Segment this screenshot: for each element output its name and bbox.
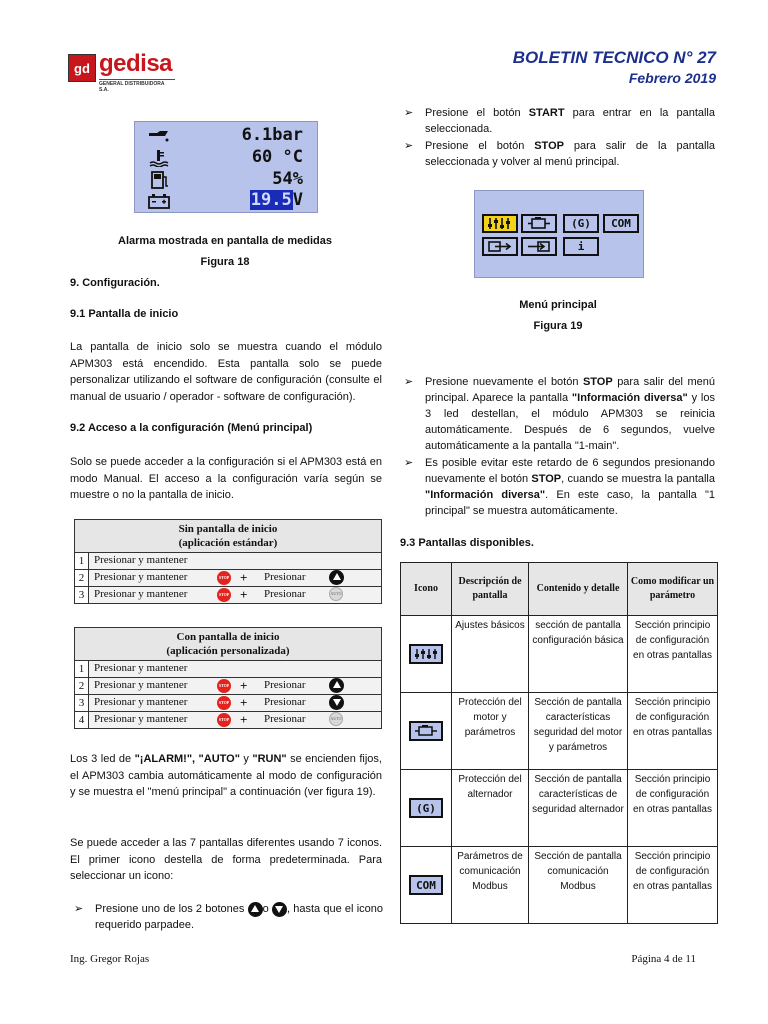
auto-button-icon: AUTO <box>329 712 343 726</box>
alternator-icon: (G) <box>563 214 599 233</box>
fuel-level-icon <box>147 171 171 189</box>
stop-button-icon: STOP <box>217 679 231 693</box>
stop-button-icon: STOP <box>217 713 231 727</box>
lcd-value-battery <box>250 190 303 210</box>
col-icono: Icono <box>401 563 452 616</box>
engine-protection-icon <box>521 214 557 233</box>
oil-pressure-icon <box>147 127 171 145</box>
coolant-temperature-icon <box>147 149 171 167</box>
bulletin-date: Febrero 2019 <box>628 70 716 86</box>
table-sin-header: Sin pantalla de inicio (aplicación estándar) <box>75 520 382 553</box>
table-row: COM Parámetros de comunicación Modbus Sección de pantalla comunicación Modbus Sección principio de configuración en otras pantallas <box>401 847 718 924</box>
up-arrow-button-icon <box>248 902 263 917</box>
footer-page: Página 4 de 11 <box>631 953 696 965</box>
footer-author: Ing. Gregor Rojas <box>70 953 150 965</box>
stop-button-icon: STOP <box>217 696 231 710</box>
lcd-row-temp <box>135 147 317 169</box>
engine-protection-icon <box>409 721 443 741</box>
col-modificar: Como modificar un parámetro <box>628 563 718 616</box>
basic-settings-icon <box>409 644 443 664</box>
table-row: Protección del motor y parámetros Sección de pantalla características seguridad del motor y parámetros Sección principio de configuración en otras pantallas <box>401 693 718 770</box>
table-row: 3 Presionar y mantener STOP + Presionar <box>75 695 382 712</box>
logo-name: gedisa <box>99 50 173 77</box>
stop-button-icon: STOP <box>217 588 231 602</box>
down-arrow-button-icon <box>272 902 287 917</box>
enter-icon <box>521 237 557 256</box>
figure-18-lcd <box>134 121 318 213</box>
table-row: 4 Presionar y mantener STOP + Presionar AUTO <box>75 712 382 729</box>
company-logo <box>68 50 180 93</box>
logo-subtitle: GENERAL DISTRIBUIDORA S.A. <box>99 79 175 93</box>
table-row: 1 Presionar y mantener <box>75 553 382 570</box>
section-92-title: 9.2 Acceso a la configuración (Menú principal) <box>70 422 313 434</box>
screens-table <box>400 562 718 924</box>
figure-18-number: Figura 18 <box>200 256 250 268</box>
section-91-text: La pantalla de inicio solo se muestra cuando el módulo APM303 está encendido. Esta pantalla solo se puede personalizar utilizando el software de configuración (consulte el manual de usuario / operador - software de configuración). <box>70 341 382 403</box>
up-arrow-button-icon <box>329 570 344 585</box>
table-row: (G) Protección del alternador Sección de pantalla características de seguridad alternador Sección principio de configuración en otras pantallas <box>401 770 718 847</box>
col-descripcion: Descripción de pantalla <box>452 563 529 616</box>
table-sin-pantalla <box>74 519 382 604</box>
alternator-icon: (G) <box>409 798 443 818</box>
stop-button-icon: STOP <box>217 571 231 585</box>
figure-19-menu-lcd <box>474 190 644 278</box>
com-icon: COM <box>603 214 639 233</box>
col-contenido: Contenido y detalle <box>529 563 628 616</box>
leds-paragraph: Los 3 led de "¡ALARM!", "AUTO" y "RUN" se encienden fijos, el APM303 cambia automáticamente al modo de configuración y se muestra el "menú principal" a continuación (ver figura 19). <box>70 753 382 798</box>
section-92-text: Solo se puede acceder a la configuración si el APM303 está en modo Manual. El acceso a la configuración varía según se muestre o no la pantalla de inicio. <box>70 456 382 501</box>
icons-paragraph: Se puede acceder a las 7 pantallas diferentes usando 7 iconos. El primer icono destella de forma predeterminada. Para seleccionar un icono: <box>70 837 382 882</box>
lcd-value-temp: 60 °C <box>251 147 303 167</box>
table-con-pantalla <box>74 627 382 729</box>
exit-icon <box>482 237 518 256</box>
table-row: 1 Presionar y mantener <box>75 661 382 678</box>
bullet-select-icon: ➢ Presione uno de los 2 botones o , hasta que el icono requerido parpadee. <box>74 903 384 931</box>
auto-button-icon: AUTO <box>329 587 343 601</box>
battery-value-unit: V <box>292 190 303 210</box>
bullet-stop: ➢ Presione el botón STOP para salir de la pantalla seleccionada y volver al menú principal. <box>404 140 716 168</box>
down-arrow-button-icon <box>329 695 344 710</box>
lcd-row-fuel <box>135 169 317 191</box>
section-9-title: 9. Configuración. <box>70 277 160 289</box>
bullet-stop-again: ➢ Presione nuevamente el botón STOP para salir del menú principal. Aparece la pantalla "Información diversa" y los 3 led destellan, el módulo APM303 se reinicia automáticamente. Después de 6 segundos, vuelve automáticamente a la pantalla "1-main". <box>404 376 715 452</box>
section-91-title: 9.1 Pantalla de inicio <box>70 308 179 320</box>
table-row: 2 Presionar y mantener STOP + Presionar <box>75 570 382 587</box>
bullet-start: ➢ Presione el botón START para entrar en la pantalla seleccionada. <box>404 107 715 135</box>
lcd-value-oil: 6.1bar <box>241 125 303 145</box>
section-93-title: 9.3 Pantallas disponibles. <box>400 537 534 549</box>
basic-settings-icon <box>482 214 518 233</box>
battery-value-highlight: 19.5 <box>250 190 292 210</box>
lcd-row-battery <box>135 190 317 212</box>
table-row: Ajustes básicos sección de pantalla configuración básica Sección principio de configuración en otras pantallas <box>401 616 718 693</box>
bullet-avoid-delay: ➢ Es posible evitar este retardo de 6 segundos presionando nuevamente el botón STOP, cuando se muestra la pantalla "Información diversa". En este caso, la pantalla "1 principal" se muestra automáticamente. <box>404 457 715 517</box>
lcd-value-fuel: 54% <box>272 169 303 189</box>
bulletin-title: BOLETIN TECNICO N° 27 <box>512 48 716 67</box>
battery-icon <box>147 192 171 210</box>
figure-18-caption: Alarma mostrada en pantalla de medidas <box>118 235 332 247</box>
table-row: 3 Presionar y mantener STOP + Presionar AUTO <box>75 587 382 604</box>
logo-mark: gd <box>68 54 96 82</box>
table-row: 2 Presionar y mantener STOP + Presionar <box>75 678 382 695</box>
com-icon: COM <box>409 875 443 895</box>
figure-19-number: Figura 19 <box>533 320 583 332</box>
lcd-row-oil <box>135 125 317 147</box>
table-con-header: Con pantalla de inicio (aplicación personalizada) <box>75 628 382 661</box>
up-arrow-button-icon <box>329 678 344 693</box>
info-icon: i <box>563 237 599 256</box>
figure-19-caption: Menú principal <box>519 299 597 311</box>
